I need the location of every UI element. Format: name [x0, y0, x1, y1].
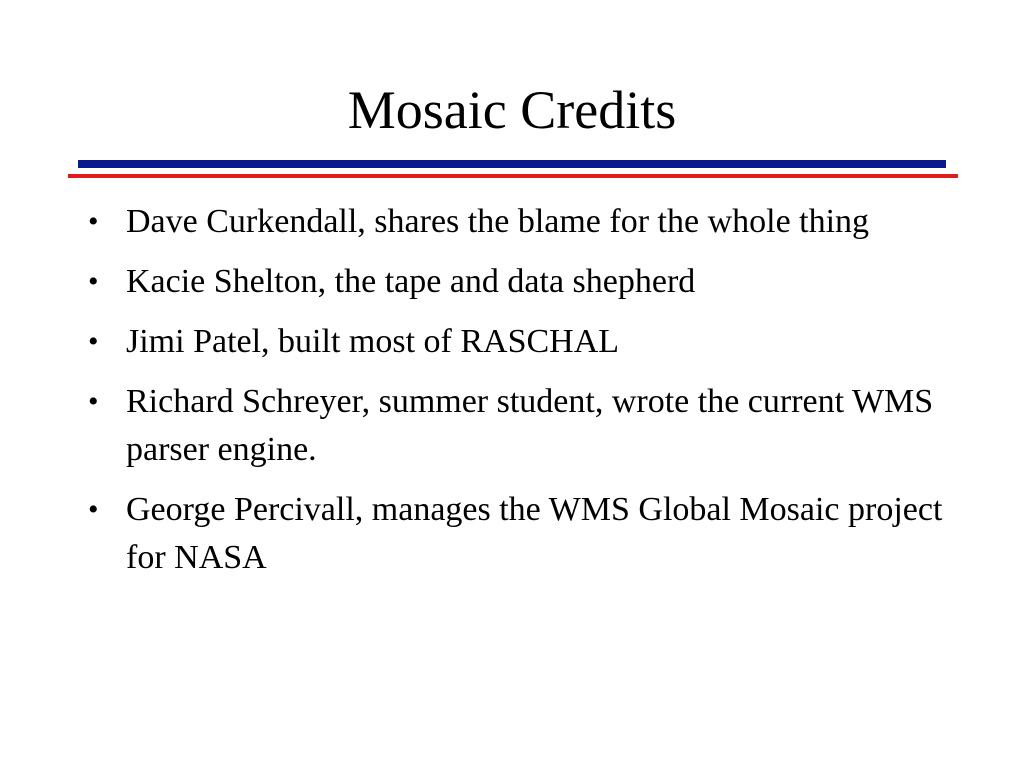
- bullet-item: [84, 318, 944, 366]
- bullet-icon: •: [88, 325, 99, 358]
- bullet-icon: •: [88, 493, 99, 526]
- bullet-item: [84, 486, 944, 582]
- bullet-text: Dave Curkendall, shares the blame for the whole thing: [126, 203, 870, 240]
- bullet-icon: •: [88, 265, 99, 298]
- bullet-icon: •: [88, 385, 99, 418]
- bullet-text: Kacie Shelton, the tape and data shepherd: [126, 263, 696, 300]
- bullet-text: Richard Schreyer, summer student, wrote the current WMS parser engine.: [126, 383, 934, 468]
- bullet-text: George Percivall, manages the WMS Global Mosaic project for NASA: [126, 491, 943, 576]
- bullet-item: [84, 258, 944, 306]
- bullet-item: [84, 198, 944, 246]
- bullet-list: [84, 198, 944, 594]
- title-divider-blue: [78, 160, 946, 168]
- bullet-icon: •: [88, 205, 99, 238]
- bullet-item: [84, 378, 944, 474]
- bullet-text: Jimi Patel, built most of RASCHAL: [126, 323, 620, 360]
- title-divider-red: [68, 174, 958, 178]
- slide-title: Mosaic Credits: [347, 80, 677, 140]
